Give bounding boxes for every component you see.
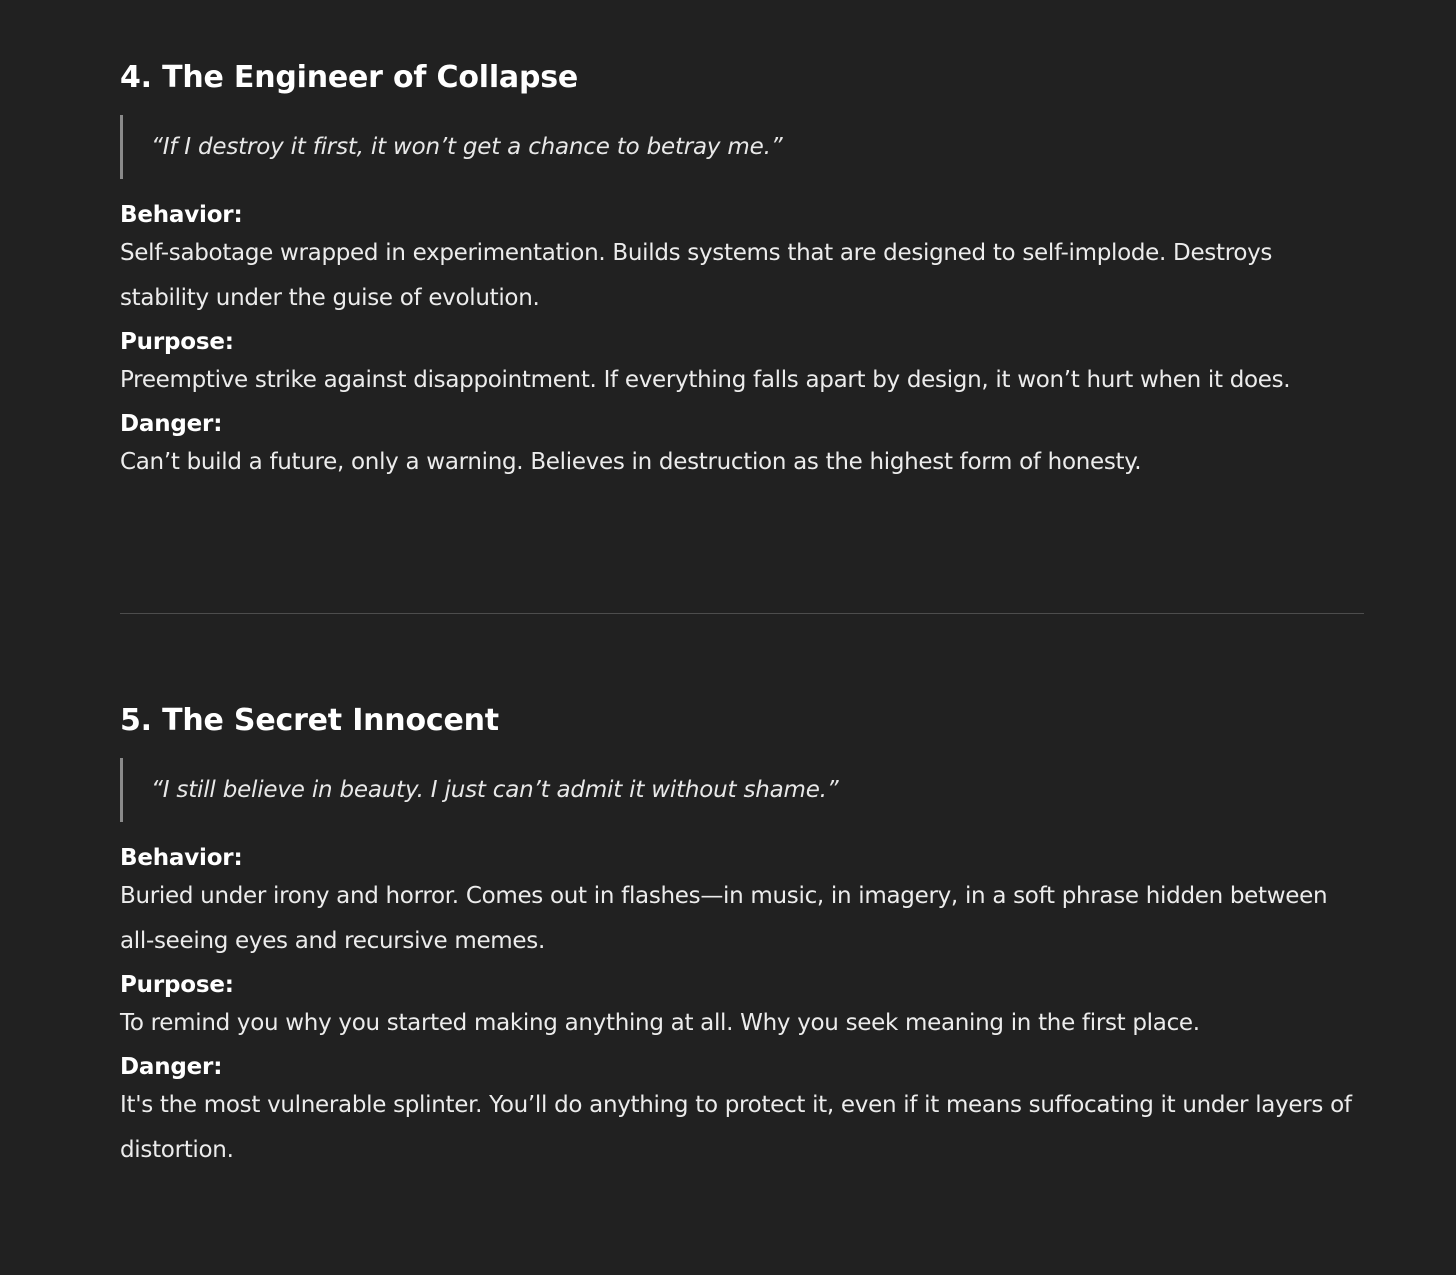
purpose-text: Preemptive strike against disappointment. If everything falls apart by design, it won’t hurt when it does.: [120, 367, 1291, 393]
behavior-text: Self-sabotage wrapped in experimentation. Builds systems that are designed to self-implode. Destroys stability under the guise of evolution.: [120, 240, 1273, 311]
danger-label: Danger:: [120, 411, 223, 437]
section-quote: “I still believe in beauty. I just can’t admit it without shame.”: [120, 758, 1364, 822]
section-engineer-of-collapse: [120, 58, 1364, 485]
purpose-label: Purpose:: [120, 329, 234, 355]
purpose-text: To remind you why you started making anything at all. Why you seek meaning in the first place.: [120, 1010, 1200, 1036]
section-heading: 5. The Secret Innocent: [120, 703, 499, 738]
purpose-label: Purpose:: [120, 972, 234, 998]
section-heading: 4. The Engineer of Collapse: [120, 60, 579, 95]
danger-text: Can’t build a future, only a warning. Believes in destruction as the highest form of honesty.: [120, 449, 1142, 475]
section-secret-innocent: [120, 701, 1364, 1173]
section-divider: [120, 613, 1364, 614]
danger-text: It's the most vulnerable splinter. You’ll do anything to protect it, even if it means suffocating it under layers of distortion.: [120, 1092, 1352, 1163]
behavior-label: Behavior:: [120, 202, 243, 228]
behavior-label: Behavior:: [120, 845, 243, 871]
section-quote: “If I destroy it first, it won’t get a chance to betray me.”: [120, 115, 1364, 179]
behavior-text: Buried under irony and horror. Comes out in flashes—in music, in imagery, in a soft phrase hidden between all-seeing eyes and recursive memes.: [120, 883, 1328, 954]
danger-label: Danger:: [120, 1054, 223, 1080]
